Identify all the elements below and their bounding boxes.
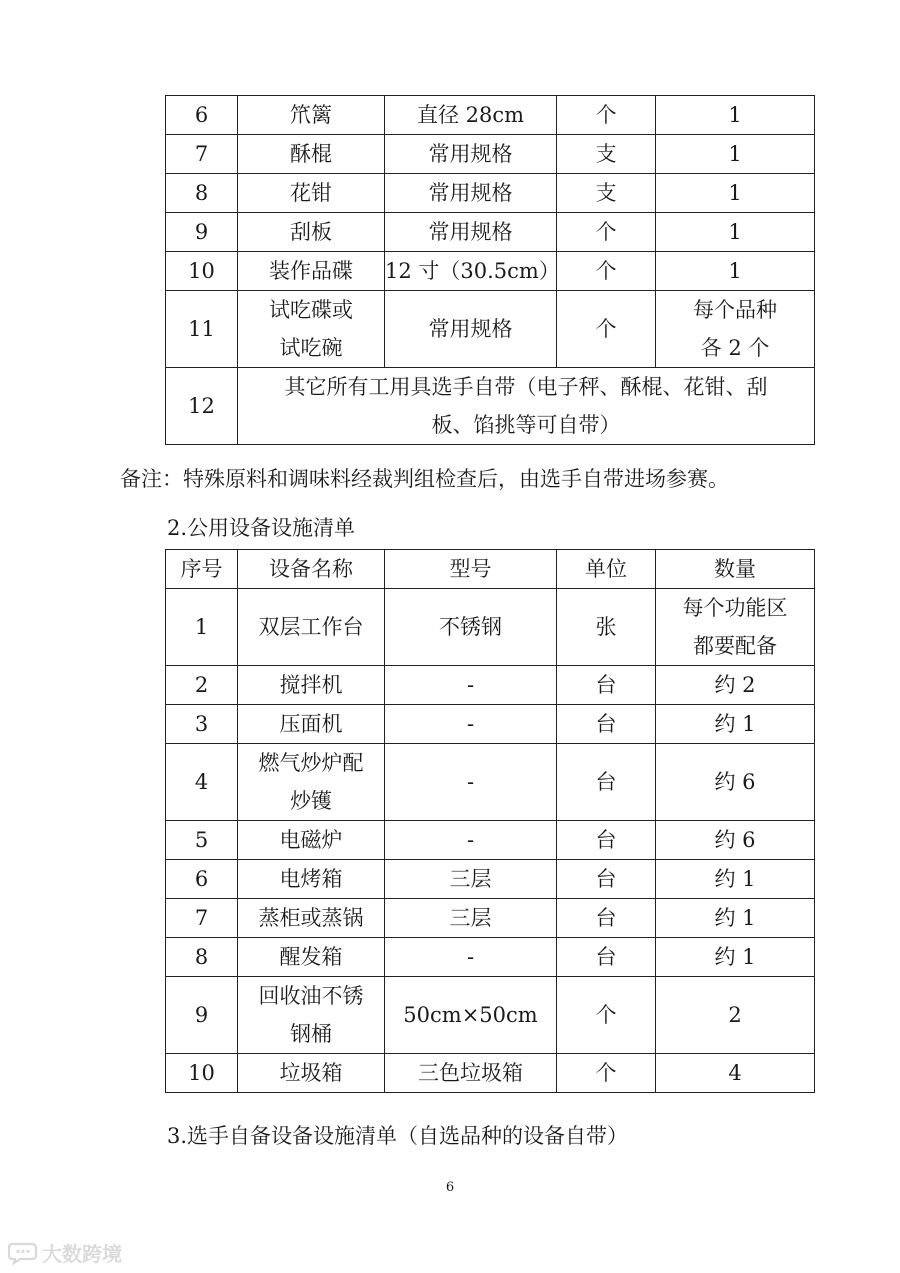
cell-qty xyxy=(656,96,815,135)
public-equipment-table xyxy=(165,549,815,1093)
cell-no: 10 xyxy=(166,252,238,291)
cell-qty xyxy=(656,705,815,744)
cell-unit: 台 xyxy=(557,899,656,938)
table-row xyxy=(166,252,815,291)
cell-model: 不锈钢 xyxy=(385,589,557,666)
cell-qty xyxy=(656,821,815,860)
table-row xyxy=(166,977,815,1054)
cell-line: 约 1 xyxy=(714,906,756,930)
cell-no: 6 xyxy=(166,860,238,899)
watermark-text: 大数跨境 xyxy=(42,1242,122,1266)
cell-qty xyxy=(656,860,815,899)
cell-model: - xyxy=(385,666,557,705)
cell-unit: 台 xyxy=(557,821,656,860)
cell-line: 回收油不锈 xyxy=(258,984,364,1008)
cell-qty xyxy=(656,213,815,252)
table-row xyxy=(166,291,815,368)
cell-line: 约 2 xyxy=(714,673,756,697)
cell-line: 约 1 xyxy=(714,867,756,891)
cell-no: 9 xyxy=(166,977,238,1054)
section-heading-public-equipment: 2.公用设备设施清单 xyxy=(167,516,356,540)
cell-name xyxy=(238,938,385,977)
header-model: 型号 xyxy=(385,550,557,589)
cell-name xyxy=(238,252,385,291)
cell-no: 4 xyxy=(166,744,238,821)
cell-line: 垃圾箱 xyxy=(279,1061,343,1085)
cell-line: 花钳 xyxy=(290,181,332,205)
cell-model: - xyxy=(385,744,557,821)
tools-table xyxy=(165,95,815,445)
cell-unit: 台 xyxy=(557,666,656,705)
cell-line: 约 6 xyxy=(714,770,756,794)
cell-line: 板、馅挑等可自带） xyxy=(431,413,621,437)
cell-qty xyxy=(656,899,815,938)
header-name: 设备名称 xyxy=(238,550,385,589)
cell-name xyxy=(238,666,385,705)
cell-line: 2 xyxy=(728,1003,742,1027)
cell-no: 11 xyxy=(166,291,238,368)
cell-unit: 张 xyxy=(557,589,656,666)
cell-line: 双层工作台 xyxy=(258,615,364,639)
cell-qty xyxy=(656,938,815,977)
cell-unit: 个 xyxy=(557,291,656,368)
cell-qty xyxy=(656,589,815,666)
cell-qty xyxy=(656,744,815,821)
cell-model: 三层 xyxy=(385,899,557,938)
cell-line: 1 xyxy=(728,259,742,283)
cell-no: 7 xyxy=(166,899,238,938)
cell-name xyxy=(238,860,385,899)
cell-no: 3 xyxy=(166,705,238,744)
cell-line: 1 xyxy=(728,181,742,205)
cell-line: 蒸柜或蒸锅 xyxy=(258,906,364,930)
cell-qty xyxy=(656,1054,815,1093)
cell-name xyxy=(238,899,385,938)
table-header-row xyxy=(166,550,815,589)
cell-unit: 台 xyxy=(557,860,656,899)
cell-line: 笊篱 xyxy=(290,103,332,127)
cell-no: 8 xyxy=(166,174,238,213)
table-row xyxy=(166,705,815,744)
cell-line: 装作品碟 xyxy=(269,259,353,283)
table-row xyxy=(166,744,815,821)
cell-name xyxy=(238,1054,385,1093)
table-row xyxy=(166,135,815,174)
table-row xyxy=(166,589,815,666)
cell-qty xyxy=(656,135,815,174)
cell-no: 6 xyxy=(166,96,238,135)
cell-no: 5 xyxy=(166,821,238,860)
cell-model: 三色垃圾箱 xyxy=(385,1054,557,1093)
cell-model: - xyxy=(385,821,557,860)
cell-name xyxy=(238,589,385,666)
cell-unit: 个 xyxy=(557,213,656,252)
cell-unit: 台 xyxy=(557,938,656,977)
cell-model: - xyxy=(385,938,557,977)
cell-line: 1 xyxy=(728,103,742,127)
table-row xyxy=(166,860,815,899)
table-row xyxy=(166,938,815,977)
cell-no: 7 xyxy=(166,135,238,174)
table-row xyxy=(166,213,815,252)
cell-spec: 常用规格 xyxy=(385,135,557,174)
cell-line: 醒发箱 xyxy=(279,945,343,969)
cell-name xyxy=(238,213,385,252)
cell-line: 4 xyxy=(728,1061,742,1085)
section-heading-self-provided-equipment: 3.选手自备设备设施清单（自选品种的设备自带） xyxy=(167,1124,629,1148)
cell-merged-text xyxy=(238,368,815,445)
header-no: 序号 xyxy=(166,550,238,589)
cell-line: 约 1 xyxy=(714,945,756,969)
cell-unit: 个 xyxy=(557,977,656,1054)
table-row xyxy=(166,821,815,860)
cell-qty xyxy=(656,977,815,1054)
cell-model: 三层 xyxy=(385,860,557,899)
cell-line: 每个功能区 xyxy=(682,596,788,620)
cell-line: 电烤箱 xyxy=(279,867,343,891)
header-qty: 数量 xyxy=(656,550,815,589)
cell-spec: 直径 28cm xyxy=(385,96,557,135)
cell-name xyxy=(238,135,385,174)
cell-line: 钢桶 xyxy=(290,1022,332,1046)
table-row xyxy=(166,96,815,135)
cell-line: 试吃碟或 xyxy=(269,298,353,322)
header-unit: 单位 xyxy=(557,550,656,589)
cell-qty xyxy=(656,666,815,705)
cell-spec: 12 寸（30.5cm） xyxy=(385,252,557,291)
cell-line: 约 1 xyxy=(714,712,756,736)
watermark xyxy=(8,1238,122,1267)
cell-model: - xyxy=(385,705,557,744)
cell-no: 10 xyxy=(166,1054,238,1093)
cell-line: 燃气炒炉配 xyxy=(258,751,364,775)
cell-line: 炒镬 xyxy=(290,789,332,813)
cell-line: 搅拌机 xyxy=(279,673,343,697)
table-row xyxy=(166,899,815,938)
cell-name xyxy=(238,821,385,860)
table-row xyxy=(166,666,815,705)
table-row xyxy=(166,174,815,213)
table-row xyxy=(166,1054,815,1093)
cell-qty xyxy=(656,174,815,213)
cell-name xyxy=(238,174,385,213)
cell-unit: 台 xyxy=(557,744,656,821)
cell-line: 电磁炉 xyxy=(279,828,343,852)
cell-line: 每个品种 xyxy=(693,298,777,322)
cell-qty xyxy=(656,291,815,368)
remark-note: 备注：特殊原料和调味料经裁判组检查后，由选手自带进场参赛。 xyxy=(120,467,729,491)
cell-line: 1 xyxy=(728,142,742,166)
cell-no: 1 xyxy=(166,589,238,666)
cell-line: 刮板 xyxy=(290,220,332,244)
cell-no: 9 xyxy=(166,213,238,252)
cell-line: 各 2 个 xyxy=(700,336,770,360)
cell-name xyxy=(238,977,385,1054)
cell-no: 12 xyxy=(166,368,238,445)
cell-line: 酥棍 xyxy=(290,142,332,166)
cell-name xyxy=(238,291,385,368)
speech-bubble-logo-icon xyxy=(8,1241,38,1265)
cell-line: 都要配备 xyxy=(693,634,777,658)
cell-unit: 支 xyxy=(557,135,656,174)
cell-line: 1 xyxy=(728,220,742,244)
table-row-merged xyxy=(166,368,815,445)
cell-name xyxy=(238,744,385,821)
cell-model: 50cm×50cm xyxy=(385,977,557,1054)
cell-spec: 常用规格 xyxy=(385,291,557,368)
page-number: 6 xyxy=(445,1180,455,1195)
cell-unit: 支 xyxy=(557,174,656,213)
cell-unit: 台 xyxy=(557,705,656,744)
cell-unit: 个 xyxy=(557,1054,656,1093)
cell-no: 8 xyxy=(166,938,238,977)
cell-unit: 个 xyxy=(557,96,656,135)
cell-line: 压面机 xyxy=(279,712,343,736)
cell-spec: 常用规格 xyxy=(385,213,557,252)
cell-spec: 常用规格 xyxy=(385,174,557,213)
cell-name xyxy=(238,96,385,135)
cell-line: 其它所有工用具选手自带（电子秤、酥棍、花钳、刮 xyxy=(284,375,768,399)
cell-no: 2 xyxy=(166,666,238,705)
cell-name xyxy=(238,705,385,744)
cell-line: 约 6 xyxy=(714,828,756,852)
cell-line: 试吃碗 xyxy=(279,336,343,360)
cell-qty xyxy=(656,252,815,291)
cell-unit: 个 xyxy=(557,252,656,291)
